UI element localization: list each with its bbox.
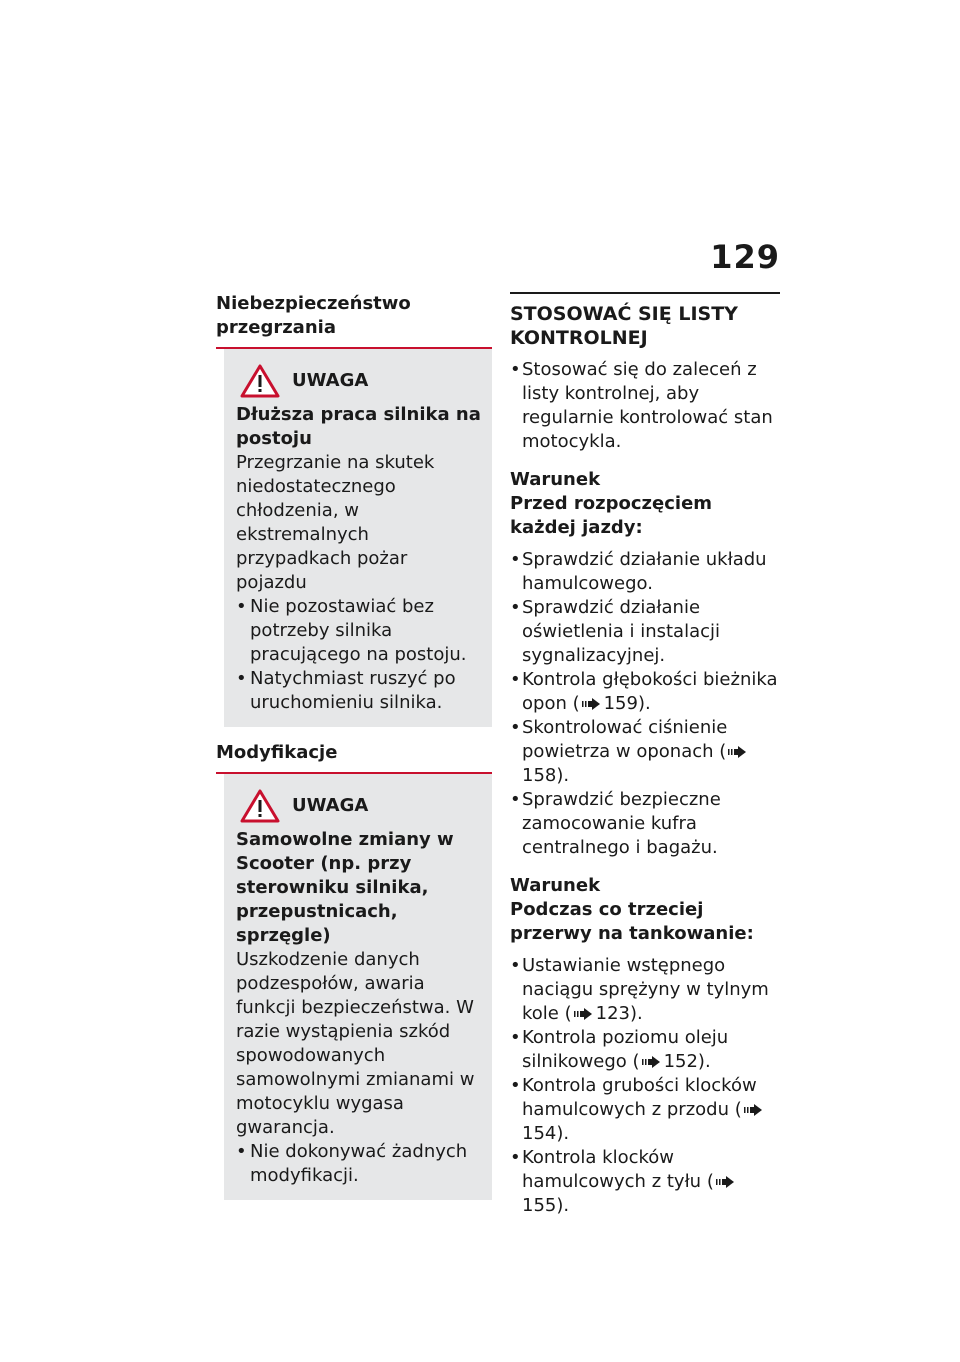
page-reference-arrow-icon	[582, 698, 600, 710]
list-item	[510, 1074, 780, 1146]
page-reference-number: 154	[522, 1123, 557, 1144]
section-title-modifications: Modyfikacje	[216, 742, 338, 763]
list-item-text: Sprawdzić działanie oświetlenia i instalacji sygnalizacyjnej.	[522, 597, 721, 666]
checklist-title: STOSOWAĆ SIĘ LISTY KONTROLNEJ	[510, 303, 738, 349]
list-item-text: Sprawdzić działanie układu hamulcowego.	[522, 549, 767, 594]
list-item	[510, 954, 780, 1026]
page-reference-number: 159	[603, 693, 638, 714]
warning-header	[236, 784, 482, 828]
warning-bullet-list	[236, 595, 482, 715]
condition-text: Przed rozpoczęciem każdej jazdy:	[510, 493, 713, 538]
list-item	[510, 1146, 780, 1218]
checklist-before-ride	[510, 548, 780, 860]
intro-list	[510, 358, 780, 454]
list-item-text: Kontrola klocków hamulcowych z tyłu (	[522, 1147, 714, 1192]
list-item	[510, 668, 780, 716]
list-item	[510, 548, 780, 596]
warning-heading: Dłuższa praca silnika na postoju	[236, 404, 481, 449]
list-item-text: Kontrola głębokości bieżnika opon (	[522, 669, 778, 714]
list-item-tail: ).	[556, 1195, 570, 1216]
list-item-text: Kontrola poziomu oleju silnikowego (	[522, 1027, 729, 1072]
list-item-text: Ustawianie wstępnego naciągu sprężyny w tylnym kole (	[522, 955, 769, 1024]
page-reference-arrow-icon	[716, 1176, 734, 1188]
list-item-text: Kontrola grubości klocków hamulcowych z przodu (	[522, 1075, 757, 1120]
list-item	[510, 788, 780, 860]
warning-text: Przegrzanie na skutek niedostatecznego chłodzenia, w ekstremalnych przypadkach pożar pojazdu	[236, 452, 435, 593]
list-item-tail: ).	[629, 1003, 643, 1024]
title-rule	[510, 292, 780, 294]
warning-text: Uszkodzenie danych podzespołów, awaria funkcji bezpieczeństwa. W razie wystąpienia szkód spowodowanych samowolnymi zmianami w motocyklu wygasa gwarancja.	[236, 949, 475, 1138]
list-item-text: Sprawdzić bezpieczne zamocowanie kufra centralnego i bagażu.	[522, 789, 721, 858]
left-column	[216, 292, 492, 1200]
condition-label: Warunek	[510, 469, 601, 490]
warning-label: UWAGA	[292, 795, 369, 816]
list-item: • Nie pozostawiać bez potrzeby silnika pracującego na postoju.	[236, 595, 482, 667]
list-item	[510, 716, 780, 788]
page-reference-link[interactable]	[580, 693, 638, 714]
list-item	[510, 596, 780, 668]
warning-label: UWAGA	[292, 370, 369, 391]
warning-box-overheating	[224, 349, 492, 727]
list-item: • Nie dokonywać żadnych modyfikacji.	[236, 1140, 482, 1188]
condition-label: Warunek	[510, 875, 601, 896]
section-title-overheating: Niebezpieczeństwo przegrzania	[216, 293, 411, 338]
page-reference-arrow-icon	[574, 1008, 592, 1020]
page-reference-number: 155	[522, 1195, 557, 1216]
page-number: 129	[710, 238, 780, 276]
condition-text: Podczas co trzeciej przerwy na tankowanie:	[510, 899, 754, 944]
list-item-text: Skontrolować ciśnienie powietrza w oponach (	[522, 717, 728, 762]
page-reference-number: 152	[663, 1051, 698, 1072]
page-reference-link[interactable]	[572, 1003, 630, 1024]
warning-bullet-list	[236, 1140, 482, 1188]
warning-triangle-icon	[240, 364, 280, 398]
list-item: • Stosować się do zaleceń z listy kontrolnej, aby regularnie kontrolować stan motocykla.	[510, 358, 780, 454]
warning-heading: Samowolne zmiany w Scooter (np. przy sterowniku silnika, przepustnicach, sprzęgle)	[236, 829, 454, 946]
list-item-tail: ).	[637, 693, 651, 714]
right-column	[510, 292, 780, 1218]
list-item-tail: ).	[556, 765, 570, 786]
page-reference-arrow-icon	[642, 1056, 660, 1068]
list-item: • Natychmiast ruszyć po uruchomieniu silnika.	[236, 667, 482, 715]
page-reference-arrow-icon	[744, 1104, 762, 1116]
list-item-tail: ).	[697, 1051, 711, 1072]
page-reference-link[interactable]	[640, 1051, 698, 1072]
list-item	[510, 1026, 780, 1074]
list-item-tail: ).	[556, 1123, 570, 1144]
warning-triangle-icon	[240, 789, 280, 823]
page-reference-arrow-icon	[728, 746, 746, 758]
page-reference-number: 158	[522, 765, 557, 786]
warning-header	[236, 359, 482, 403]
checklist-every-third-refuel	[510, 954, 780, 1218]
warning-box-modifications	[224, 774, 492, 1200]
page-reference-number: 123	[595, 1003, 630, 1024]
